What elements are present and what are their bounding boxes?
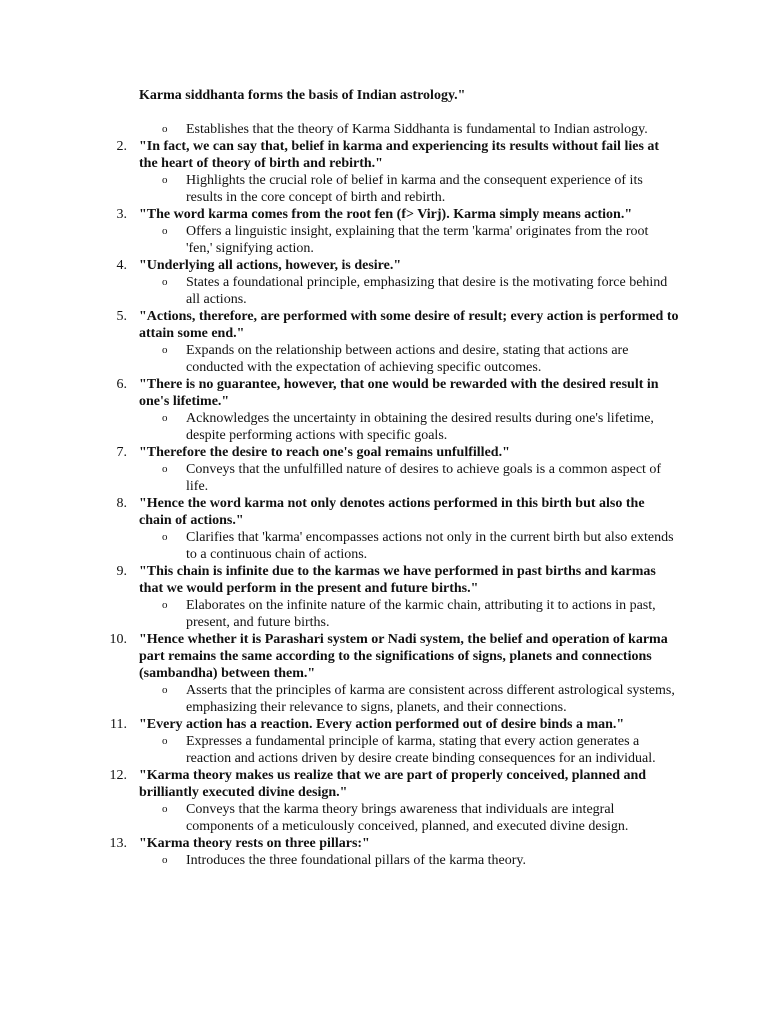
list-item-quote: "Therefore the desire to reach one's goal remains unfulfilled." (139, 445, 510, 460)
list-item (0, 767, 768, 835)
sub-bullet-text: Introduces the three foundational pillars of the karma theory. (186, 853, 527, 868)
sub-bullet-text: Elaborates on the infinite nature of the karmic chain, attributing it to actions in past, present, and future births. (186, 598, 656, 630)
sub-bullet-text: Establishes that the theory of Karma Siddhanta is fundamental to Indian astrology. (186, 122, 648, 137)
list-item-number: 8. (116, 496, 127, 511)
list-item-number: 9. (116, 564, 127, 579)
list-item-number: 12. (109, 768, 127, 783)
list-item-number: 7. (116, 445, 127, 460)
sub-bullet-item (0, 274, 768, 308)
bullet-icon: o (162, 174, 168, 186)
list-item (0, 835, 768, 869)
sub-bullet-item (0, 682, 768, 716)
sub-bullet-text: Highlights the crucial role of belief in karma and the consequent experience of its results in the core concept of birth and rebirth. (186, 173, 643, 205)
sub-bullet-item (0, 342, 768, 376)
list-item-number: 3. (116, 207, 127, 222)
list-item-quote: "This chain is infinite due to the karmas we have performed in past births and karmas that we would perform in the present and future births." (139, 564, 656, 596)
list-item (0, 138, 768, 206)
sub-bullet-item (0, 801, 768, 835)
list-item (0, 495, 768, 563)
sub-bullet-text: States a foundational principle, emphasizing that desire is the motivating force behind all actions. (186, 275, 668, 307)
bullet-icon: o (162, 803, 168, 815)
bullet-icon: o (162, 276, 168, 288)
bullet-icon: o (162, 463, 168, 475)
list-item-number: 6. (116, 377, 127, 392)
bullet-icon: o (162, 123, 168, 135)
sub-bullet-item (0, 461, 768, 495)
list-item-number: 5. (116, 309, 127, 324)
list-item-number: 10. (109, 632, 127, 647)
sub-bullet-text: Acknowledges the uncertainty in obtaining the desired results during one's lifetime, despite performing actions with specific goals. (186, 411, 654, 443)
list-item-quote: "Hence whether it is Parashari system or Nadi system, the belief and operation of karma part remains the same according to the significations of signs, planets and connections (sambandha) between them." (139, 632, 668, 681)
sub-bullet-item (0, 410, 768, 444)
list-item-quote: "Every action has a reaction. Every action performed out of desire binds a man." (139, 717, 625, 732)
bullet-icon: o (162, 531, 168, 543)
sub-bullet-item (0, 733, 768, 767)
list-item (0, 121, 768, 138)
list-item-number: 13. (109, 836, 127, 851)
list-item-quote: "Actions, therefore, are performed with some desire of result; every action is performed to attain some end." (139, 309, 679, 341)
sub-bullet-item (0, 172, 768, 206)
sub-bullet-text: Clarifies that 'karma' encompasses actions not only in the current birth but also extends to a continuous chain of actions. (186, 530, 674, 562)
sub-bullet-text: Offers a linguistic insight, explaining that the term 'karma' originates from the root 'fen,' signifying action. (186, 224, 649, 256)
sub-bullet-item (0, 223, 768, 257)
lead-quote: Karma siddhanta forms the basis of Indian astrology." (139, 88, 466, 103)
list-item-quote: "The word karma comes from the root fen (f> Virj). Karma simply means action." (139, 207, 633, 222)
list-item-quote: "Karma theory rests on three pillars:" (139, 836, 370, 851)
list-item-quote: "Karma theory makes us realize that we are part of properly conceived, planned and brilliantly executed divine design." (139, 768, 647, 800)
list-item-quote: "Underlying all actions, however, is desire." (139, 258, 402, 273)
list-item (0, 257, 768, 308)
list-item-quote: "Hence the word karma not only denotes actions performed in this birth but also the chain of actions." (139, 496, 645, 528)
bullet-icon: o (162, 684, 168, 696)
list-item-number: 4. (116, 258, 127, 273)
sub-bullet-text: Conveys that the unfulfilled nature of desires to achieve goals is a common aspect of life. (186, 462, 662, 494)
list-item (0, 308, 768, 376)
list-item (0, 716, 768, 767)
bullet-icon: o (162, 412, 168, 424)
sub-bullet-item (0, 121, 768, 138)
list-item (0, 631, 768, 716)
bullet-icon: o (162, 344, 168, 356)
sub-bullet-item (0, 852, 768, 869)
sub-bullet-text: Expands on the relationship between actions and desire, stating that actions are conducted with the expectation of achieving specific outcomes. (186, 343, 629, 375)
list-item-number: 2. (116, 139, 127, 154)
sub-bullet-text: Conveys that the karma theory brings awareness that individuals are integral components of a meticulously conceived, planned, and executed divine design. (186, 802, 629, 834)
list-item-number: 11. (110, 717, 127, 732)
sub-bullet-text: Asserts that the principles of karma are consistent across different astrological systems, emphasizing their relevance to signs, planets, and their connections. (186, 683, 675, 715)
bullet-icon: o (162, 599, 168, 611)
list-item (0, 563, 768, 631)
list-item (0, 206, 768, 257)
numbered-list (0, 121, 768, 869)
list-item (0, 444, 768, 495)
sub-bullet-text: Expresses a fundamental principle of karma, stating that every action generates a reaction and actions driven by desire create binding consequences for an individual. (186, 734, 656, 766)
sub-bullet-item (0, 597, 768, 631)
list-item-quote: "In fact, we can say that, belief in karma and experiencing its results without fail lies at the heart of theory of birth and rebirth." (139, 139, 660, 171)
bullet-icon: o (162, 854, 168, 866)
bullet-icon: o (162, 735, 168, 747)
list-item-quote: "There is no guarantee, however, that one would be rewarded with the desired result in one's lifetime." (139, 377, 659, 409)
sub-bullet-item (0, 529, 768, 563)
list-item (0, 376, 768, 444)
bullet-icon: o (162, 225, 168, 237)
